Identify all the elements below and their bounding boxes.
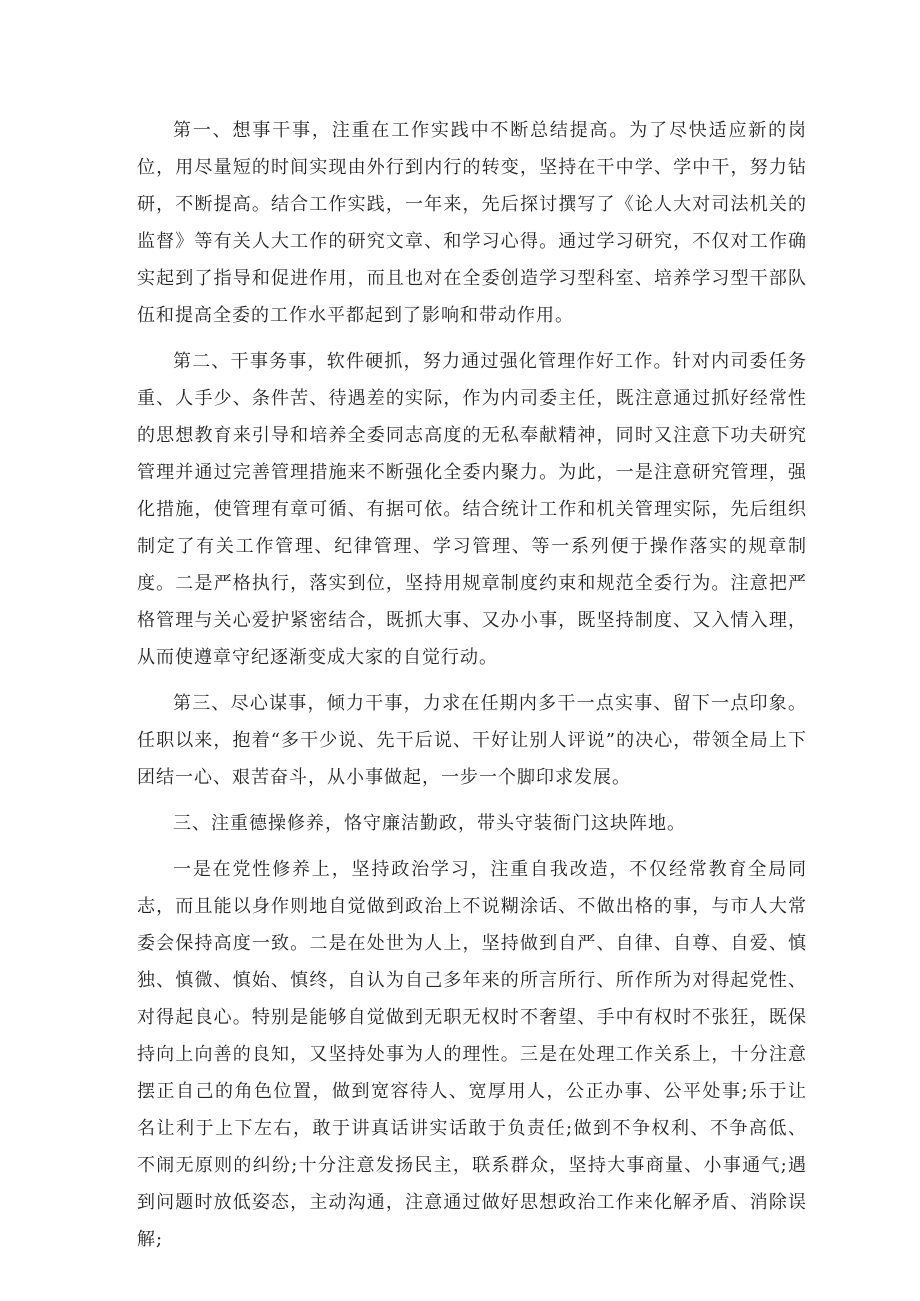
paragraph-2: 第二、干事务事，软件硬抓，努力通过强化管理作好工作。针对内司委任务重、人手少、条件苦、待遇差的实际，作为内司委主任，既注意通过抓好经常性的思想教育来引导和培养全委同志高度的无私奉献精神，同时又注意下功夫研究管理并通过完善管理措施来不断强化全委内聚力。为此，一是注意研究管理，强化措施，使管理有章可循、有据可依。结合统计工作和机关管理实际，先后组织制定了有关工作管理、纪律管理、学习管理、等一系列便于操作落实的规章制度。二是严格执行，落实到位，坚持用规章制度约束和规范全委行为。注意把严格管理与关心爱护紧密结合，既抓大事、又办小事，既坚持制度、又入情入理，从而使遵章守纪逐渐变成大家的自觉行动。 bbox=[137, 351, 807, 668]
paragraph-5: 一是在党性修养上，坚持政治学习，注重自我改造，不仅经常教育全局同志，而且能以身作则地自觉做到政治上不说糊涂话、不做出格的事，与市人大常委会保持高度一致。二是在处世为人上，坚持做到自严、自律、自尊、自爱、慎独、慎微、慎始、慎终，自认为自己多年来的所言所行、所作所为对得起党性、对得起良心。特别是能够自觉做到无职无权时不奢望、手中有权时不张狂，既保持向上向善的良知，又坚持处事为人的理性。三是在处理工作关系上，十分注意摆正自己的角色位置，做到宽容待人、宽厚用人，公正办事、公平处事;乐于让名让利于上下左右，敢于讲真话讲实话敢于负责任;做到不争权利、不争高低、不闹无原则的纠纷;十分注意发扬民主，联系群众，坚持大事商量、小事通气;遇到问题时放低姿态，主动沟通，注意通过做好思想政治工作来化解矛盾、消除误解; bbox=[137, 859, 807, 1250]
paragraph-4: 三、注重德操修养，恪守廉洁勤政，带头守装衙门这块阵地。 bbox=[173, 813, 686, 834]
paragraph-1: 第一、想事干事，注重在工作实践中不断总结提高。为了尽快适应新的岗位，用尽量短的时间实现由外行到内行的转变，坚持在干中学、学中干，努力钻研，不断提高。结合工作实践，一年来，先后探讨撰写了《论人大对司法机关的监督》等有关人大工作的研究文章、和学习心得。通过学习研究，不仅对工作确实起到了指导和促进作用，而且也对在全委创造学习型科室、培养学习型干部队伍和提高全委的工作水平都起到了影响和带动作用。 bbox=[137, 120, 807, 326]
document-body bbox=[137, 112, 807, 1267]
paragraph-3: 第三、尽心谋事，倾力干事，力求在任期内多干一点实事、留下一点印象。任职以来，抱着“多干少说、先干后说、干好让别人评说”的决心，带领全局上下团结一心、艰苦奋斗，从小事做起，一步一个脚印求发展。 bbox=[137, 693, 807, 788]
